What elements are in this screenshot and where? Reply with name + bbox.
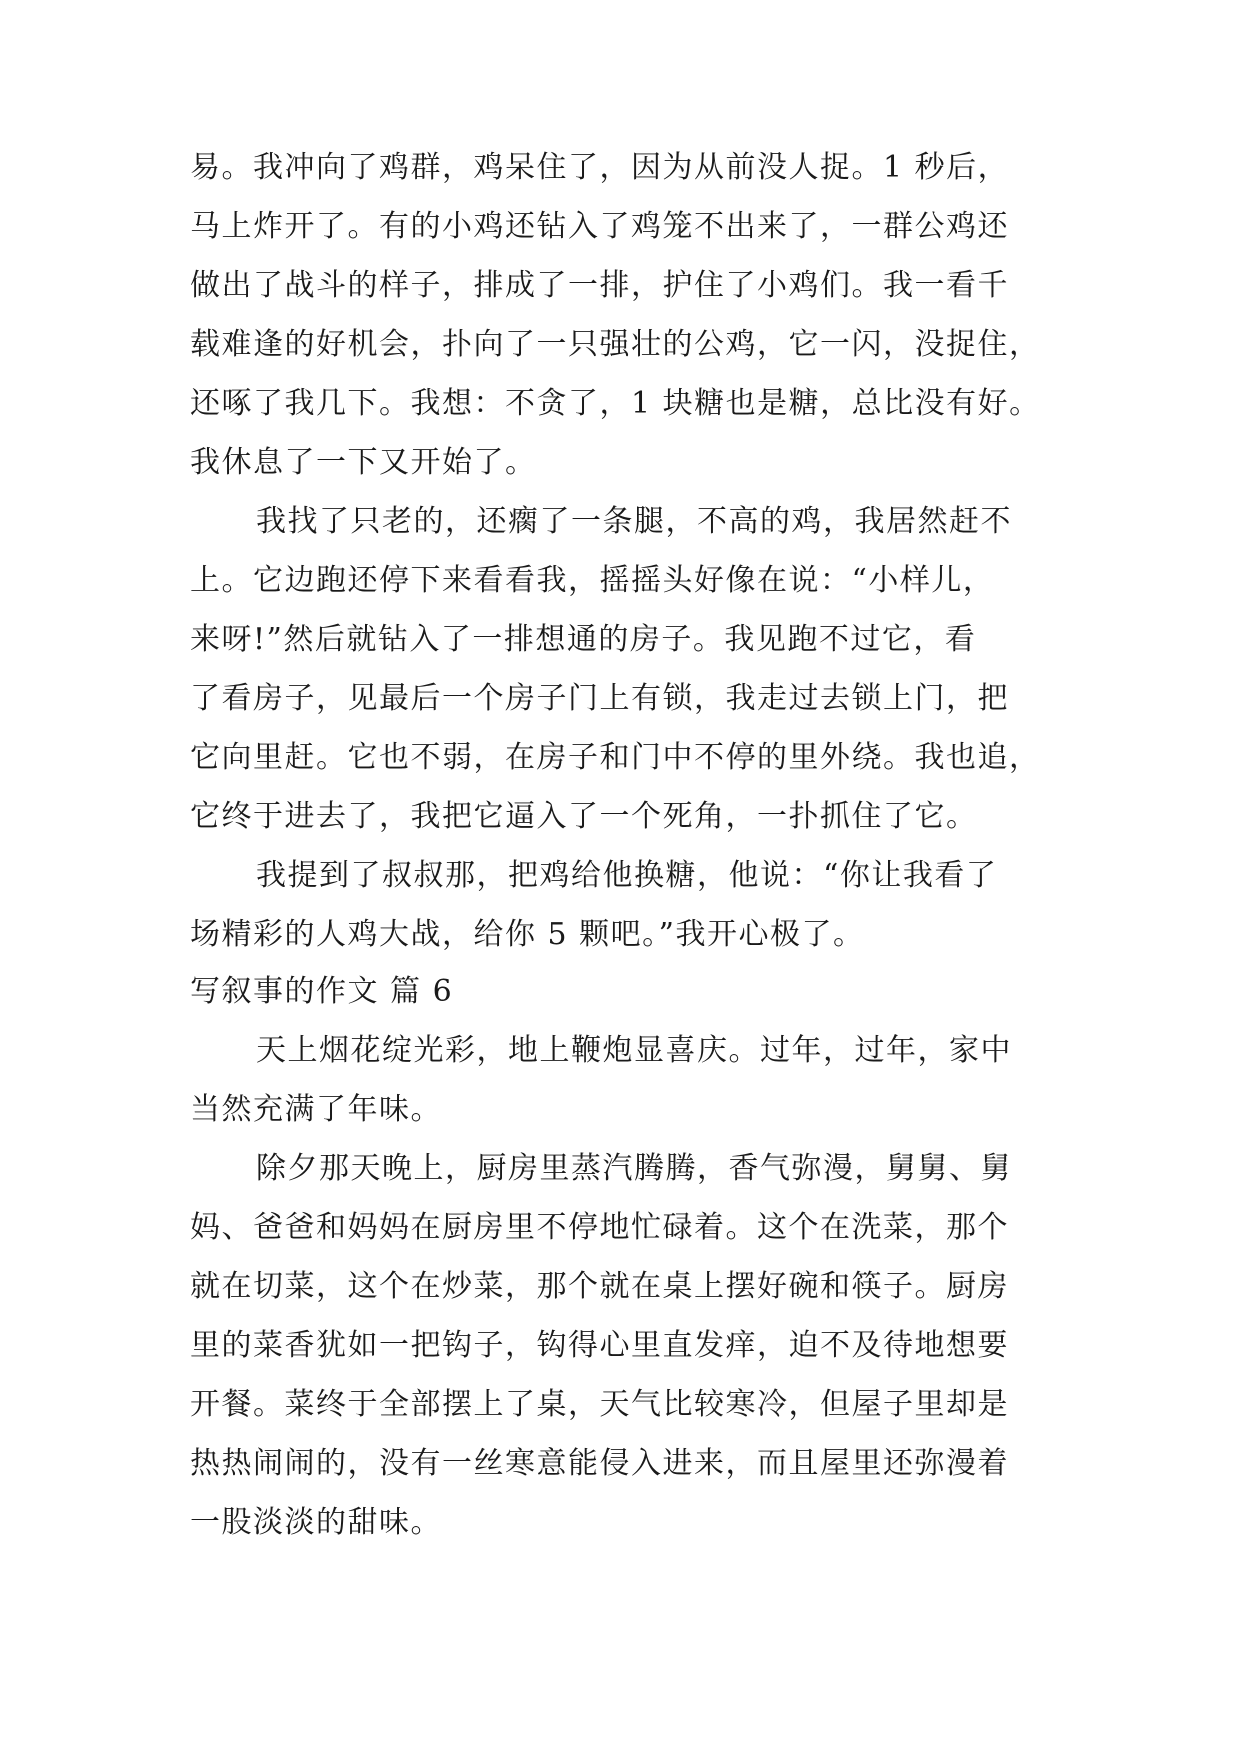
text-line: 做出了战斗的样子，排成了一排，护住了小鸡们。我一看千 (190, 268, 1009, 303)
text-line: 场精彩的人鸡大战，给你 5 颗吧。”我开心极了。 (190, 917, 865, 952)
text-line: 开餐。菜终于全部摆上了桌，天气比较寒冷，但屋子里却是 (190, 1387, 1009, 1422)
text-line: 妈、爸爸和妈妈在厨房里不停地忙碌着。这个在洗菜，那个 (190, 1210, 1009, 1245)
text-line: 除夕那天晚上，厨房里蒸汽腾腾，香气弥漫，舅舅、舅 (256, 1151, 1012, 1186)
text-line: 它向里赶。它也不弱，在房子和门中不停的里外绕。我也追， (190, 740, 1041, 775)
section-heading: 写叙事的作文 篇 6 (190, 974, 454, 1009)
text-line: 我提到了叔叔那，把鸡给他换糖，他说：“你让我看了 (256, 858, 998, 893)
text-line: 我找了只老的，还瘸了一条腿，不高的鸡，我居然赶不 (256, 504, 1012, 539)
text-line: 它终于进去了，我把它逼入了一个死角，一扑抓住了它。 (190, 799, 978, 834)
text-line: 热热闹闹的，没有一丝寒意能侵入进来，而且屋里还弥漫着 (190, 1446, 1009, 1481)
text-line: 还啄了我几下。我想：不贪了，1 块糖也是糖，总比没有好。 (190, 386, 1041, 421)
text-line: 马上炸开了。有的小鸡还钻入了鸡笼不出来了，一群公鸡还 (190, 209, 1009, 244)
text-line: 天上烟花绽光彩，地上鞭炮显喜庆。过年，过年，家中 (256, 1033, 1012, 1068)
text-line: 来呀!”然后就钻入了一排想通的房子。我见跑不过它，看 (190, 622, 977, 657)
text-line: 我休息了一下又开始了。 (190, 445, 537, 480)
text-line: 里的菜香犹如一把钩子，钩得心里直发痒，迫不及待地想要 (190, 1328, 1009, 1363)
text-line: 了看房子，见最后一个房子门上有锁，我走过去锁上门，把 (190, 681, 1009, 716)
text-line: 载难逢的好机会，扑向了一只强壮的公鸡，它一闪，没捉住， (190, 327, 1041, 362)
text-line: 易。我冲向了鸡群，鸡呆住了，因为从前没人捉。1 秒后， (190, 150, 1010, 185)
text-line: 一股淡淡的甜味。 (190, 1505, 442, 1540)
text-line: 当然充满了年味。 (190, 1092, 442, 1127)
text-line: 上。它边跑还停下来看看我，摇摇头好像在说：“小样儿， (190, 563, 995, 598)
text-line: 就在切菜，这个在炒菜，那个就在桌上摆好碗和筷子。厨房 (190, 1269, 1009, 1304)
